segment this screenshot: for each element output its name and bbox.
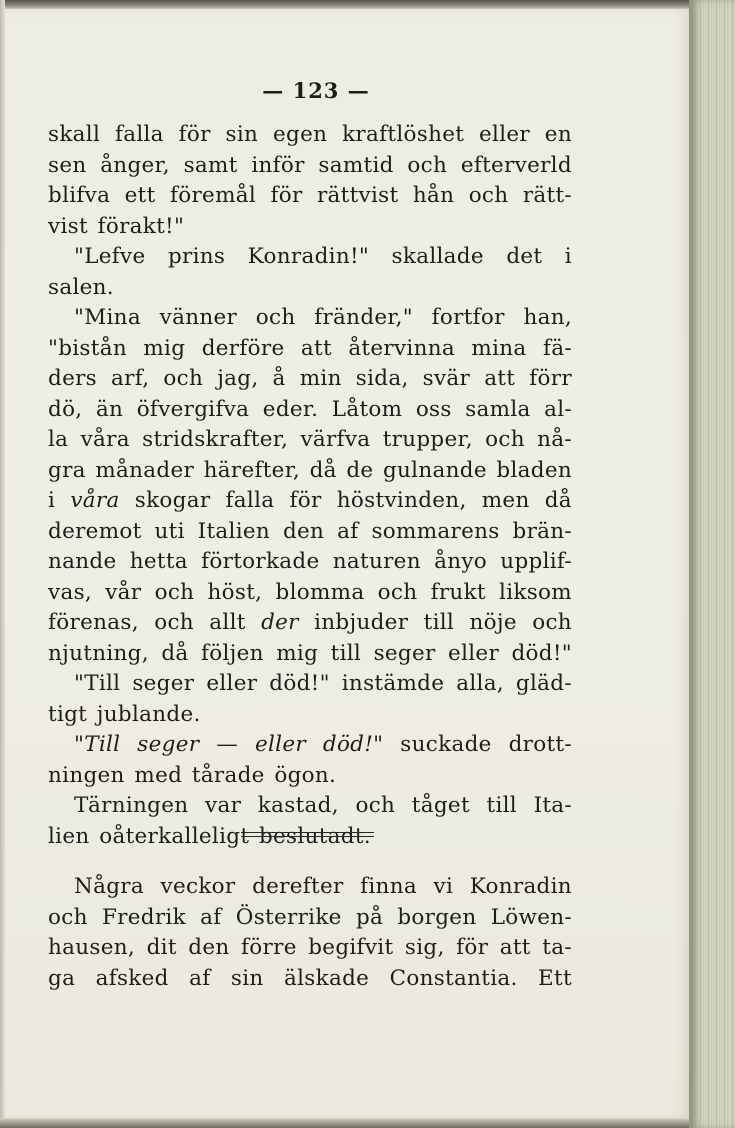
word: egen [273,122,328,147]
word: för [289,488,322,513]
text-line [48,273,572,304]
word: tårade [191,762,265,788]
word: öfvergifva [136,396,250,422]
word: blomma [275,579,365,605]
word: prins [167,244,226,269]
word: å [272,366,286,391]
word: död!" [322,732,384,757]
word: al- [544,396,572,422]
word: Fredrik [101,904,186,930]
word: vist [48,213,88,239]
word: sommarens [371,518,500,544]
text-line [48,517,572,548]
word: inför [251,152,305,178]
word: "Till [74,671,121,696]
text-line [48,303,572,334]
word: sin [230,965,264,991]
text-line [48,334,572,365]
word: falla [114,122,164,147]
word: borgen [397,904,477,930]
text-line [48,933,572,964]
word: och [48,904,88,930]
word: då [161,640,189,666]
book-page-stack [689,0,735,1128]
word: de [346,457,374,483]
word: kastad, [257,793,339,818]
word: till [486,793,517,818]
text-line [48,761,572,792]
text-line [48,730,572,761]
word: oåterkalleligt [99,823,250,849]
text-line [48,364,572,395]
word: hetta [129,549,188,574]
word: den [188,935,230,960]
word: våra [80,427,130,452]
word: gra [48,457,86,483]
word: tåget [411,793,470,818]
word: af [189,965,211,991]
word: eller [448,640,500,666]
word: i [48,488,56,513]
word: tigt [48,701,88,727]
word: Konradin!" [247,244,370,269]
word: samt [183,152,238,178]
word: förenas, [48,610,139,635]
word: dö, [48,396,83,422]
word: för [270,183,303,208]
word: eder. [262,396,319,422]
word: skogar [134,488,211,513]
word: förr [529,366,572,391]
word: eller [254,732,306,757]
word: ögon. [274,762,337,788]
text-line [48,395,572,426]
word: höstvinden, [336,488,467,513]
page-number-header: — 123 — [262,78,370,103]
word: stridskrafter, [142,427,289,452]
word: "Till [74,732,121,757]
word: och [532,610,572,635]
text-line [48,791,572,822]
word: ånyo [434,549,488,574]
word: ta- [542,935,572,960]
word: död!" [269,671,330,696]
word: och [377,579,418,605]
word: förtorkade [201,549,320,574]
word: skall [48,122,101,147]
word: hån [412,183,455,208]
word: för [178,122,211,147]
text-line [48,425,572,456]
word: brän- [512,518,572,544]
left-page-edge [0,0,5,1128]
word: vi [433,874,454,899]
word: mina [471,335,527,361]
word: afsked [95,965,169,991]
word: och [163,366,204,391]
word: begifvit [308,935,394,960]
word: Tärningen [74,793,189,818]
word: och [355,793,396,818]
word: på [355,904,384,930]
word: men [481,488,530,513]
word: att [499,935,531,960]
word: ga [48,965,76,991]
word: frukt [430,579,486,605]
text-line [48,903,572,934]
text-line [48,608,572,639]
text-line [48,212,572,243]
word: af [200,904,222,930]
word: arf, [111,366,150,391]
word: för [456,935,489,960]
word: återvinna [348,335,456,361]
word: allt [209,610,246,635]
word: till [423,610,455,635]
word: Italien [197,518,271,544]
word: vas, [48,579,93,605]
text-line [48,578,572,609]
word: mig [276,640,319,666]
word: nöje [469,610,517,635]
text-line [48,872,572,903]
word: liksom [499,579,572,605]
word: seger [132,671,195,696]
word: deremot [48,518,142,544]
text-line [48,151,572,182]
word: ånger, [100,152,170,178]
word: rättvist [316,183,399,208]
word: finna [360,874,417,899]
word: uti [154,518,185,544]
word: — [216,732,239,757]
word: fränder," [314,305,413,330]
word: då [544,488,572,513]
word: derefter [252,874,344,899]
word: inbjuder [314,610,409,635]
word: Ett [538,965,572,991]
word: af [337,518,359,544]
word: våra [70,488,120,513]
word: fä- [542,335,572,361]
word: lien [48,823,90,849]
word: följen [200,640,264,666]
word: seger [137,732,200,757]
bottom-page-edge [0,1118,735,1128]
text-line [48,639,572,670]
section-divider [241,832,374,837]
word: upplif- [500,549,572,574]
word: oss [415,396,452,422]
word: att [300,335,332,361]
word: la [48,427,69,452]
word: ningen [48,762,125,788]
word: jublande. [96,701,201,727]
word: sen [48,152,87,178]
word: veckor [160,874,236,899]
word: gläd- [515,671,572,696]
word: med [134,762,183,788]
word: än [95,396,124,422]
word: och [468,183,509,208]
word: att [484,366,516,391]
text-line [48,547,572,578]
word: skallade [391,244,484,269]
word: till [330,640,362,666]
word: hausen, [48,935,136,960]
word: der [261,610,299,635]
text-line [48,669,572,700]
word: Konradin [469,874,572,899]
word: blifva [48,183,111,208]
word: dit [146,935,177,960]
word: samla [465,396,531,422]
word: månader [95,457,195,483]
word: var [205,793,242,818]
word: "Mina [74,305,141,330]
word: och [485,427,525,452]
word: nå- [537,427,572,452]
text-line [48,242,572,273]
word: förakt!" [97,213,185,239]
word: salen. [48,274,114,300]
word: fortfor [431,305,505,330]
word: sida, [355,366,409,391]
word: drott- [508,732,572,757]
word: nande [48,549,117,574]
text-line [48,456,572,487]
word: han, [523,305,572,330]
word: bladen [496,457,572,483]
top-page-edge [0,0,735,9]
word: ders [48,366,97,391]
word: det [506,244,543,269]
word: Ita- [533,793,572,818]
word: instämde [341,671,445,696]
word: vår [105,579,142,605]
text-line [48,120,572,151]
word: mig [143,335,186,361]
word: och [407,152,448,178]
word: derföre [201,335,285,361]
word: gulnande [382,457,487,483]
word: förre [241,935,297,960]
text-line [48,486,572,517]
word: samtid [318,152,394,178]
word: Constantia. [389,965,518,991]
text-line [48,700,572,731]
word: rätt- [522,183,572,208]
word: "bistån [48,335,127,361]
word: Löwen- [490,904,572,930]
word: den [282,518,325,544]
word: eller [206,671,258,696]
word: en [544,122,572,147]
main-paragraph [48,120,572,852]
word: Låtom [331,396,403,422]
word: jag, [217,366,259,391]
text-line [48,181,572,212]
word: alla, [456,671,504,696]
word: i [564,244,572,269]
word: trupper, [382,427,473,452]
word: Österrike [235,904,342,930]
word: efterverld [460,152,572,178]
word: Några [74,874,144,899]
word: värfva [300,427,371,452]
word: och [255,305,296,330]
word: och [154,579,195,605]
word: ett [124,183,156,208]
word: eller [479,122,530,147]
word: naturen [332,549,421,574]
word: och [154,610,194,635]
word: njutning, [48,640,149,666]
word: då [309,457,337,483]
word: falla [225,488,275,513]
text-line [48,964,572,995]
word: härefter, [203,457,301,483]
word: seger [373,640,436,666]
word: min [299,366,342,391]
word: död!" [511,640,572,666]
word: sin [225,122,259,147]
word: svär [422,366,471,391]
word: älskade [284,965,370,991]
word: kraftlöshet [342,122,465,147]
word: suckade [400,732,492,757]
word: föremål [169,183,257,208]
word: beslutadt. [258,823,371,849]
second-section-paragraph [48,872,572,994]
word: höst, [207,579,263,605]
word: sig, [404,935,445,960]
word: "Lefve [74,244,146,269]
word: vänner [159,305,238,330]
